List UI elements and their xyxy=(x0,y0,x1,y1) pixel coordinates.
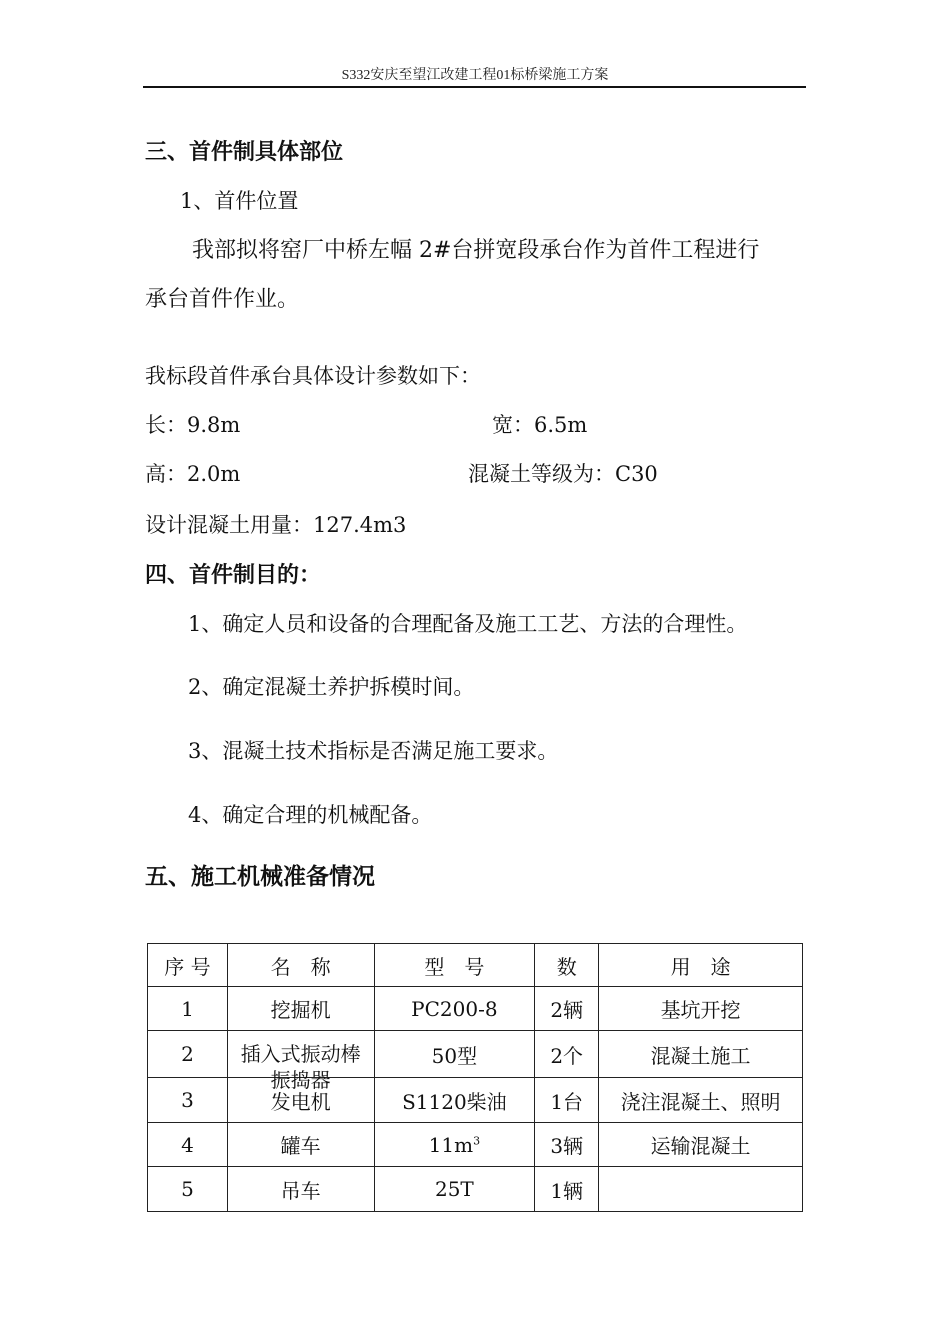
cell-name: 吊车 xyxy=(227,1167,374,1212)
purpose-item-1: 1、确定人员和设备的合理配备及施工工艺、方法的合理性。 xyxy=(188,612,748,636)
equipment-table xyxy=(147,943,803,1212)
table-row xyxy=(148,1031,803,1078)
table-header-row xyxy=(148,944,803,987)
model-superscript: 3 xyxy=(473,1133,481,1147)
cell-model xyxy=(374,1123,535,1167)
param-length: 长：9.8m xyxy=(145,413,241,437)
cell-name: 发电机 xyxy=(227,1078,374,1123)
cell-no: 5 xyxy=(148,1167,228,1212)
params-intro: 我标段首件承台具体设计参数如下： xyxy=(145,364,481,388)
subsection-first-piece-location: 1、首件位置 xyxy=(180,189,299,213)
running-header: S332安庆至望江改建工程01标桥梁施工方案 xyxy=(341,68,609,83)
cell-name: 挖掘机 xyxy=(227,987,374,1031)
cell-no: 3 xyxy=(148,1078,228,1123)
cell-use: 基坑开挖 xyxy=(599,987,803,1031)
cell-model: 25T xyxy=(374,1167,535,1212)
section-4-heading: 四、首件制目的： xyxy=(145,562,322,588)
model-value: 11m xyxy=(428,1132,474,1157)
header-cell-use: 用 途 xyxy=(599,944,803,987)
cell-no: 2 xyxy=(148,1031,228,1078)
table-row xyxy=(148,1078,803,1123)
cell-use: 浇注混凝土、照明 xyxy=(599,1078,803,1123)
header-cell-qty: 数 xyxy=(535,944,599,987)
param-height: 高：2.0m xyxy=(145,462,241,486)
paragraph-line-1: 我部拟将窑厂中桥左幅 2#台拼宽段承台作为首件工程进行 xyxy=(192,238,760,263)
table-row xyxy=(148,1167,803,1212)
cell-model: S1120柴油 xyxy=(374,1078,535,1123)
cell-model: 50型 xyxy=(374,1031,535,1078)
cell-qty: 1辆 xyxy=(535,1167,599,1212)
cell-use xyxy=(599,1167,803,1212)
header-cell-model: 型 号 xyxy=(374,944,535,987)
table-row xyxy=(148,987,803,1031)
header-cell-name: 名 称 xyxy=(227,944,374,987)
cell-use: 混凝土施工 xyxy=(599,1031,803,1078)
header-divider xyxy=(143,86,806,88)
section-3-heading: 三、首件制具体部位 xyxy=(145,139,344,165)
header-cell-no: 序 号 xyxy=(148,944,228,987)
cell-name-clipped xyxy=(227,1031,374,1092)
cell-name: 罐车 xyxy=(227,1123,374,1167)
param-concrete-grade: 混凝土等级为：C30 xyxy=(468,462,658,486)
purpose-item-4: 4、确定合理的机械配备。 xyxy=(188,803,433,827)
cell-qty: 2个 xyxy=(535,1031,599,1078)
purpose-item-2: 2、确定混凝土养护拆模时间。 xyxy=(188,675,475,699)
cell-use: 运输混凝土 xyxy=(599,1123,803,1167)
cell-no: 4 xyxy=(148,1123,228,1167)
cell-qty: 3辆 xyxy=(535,1123,599,1167)
cell-model: PC200-8 xyxy=(374,987,535,1031)
table-row xyxy=(148,1123,803,1167)
section-5-heading: 五、施工机械准备情况 xyxy=(145,863,375,890)
cell-name: 插入式振动棒振捣器 xyxy=(240,1042,361,1092)
cell-no: 1 xyxy=(148,987,228,1031)
purpose-item-3: 3、混凝土技术指标是否满足施工要求。 xyxy=(188,739,559,763)
paragraph-line-2: 承台首件作业。 xyxy=(145,287,300,312)
cell-qty: 1台 xyxy=(535,1078,599,1123)
param-concrete-volume: 设计混凝土用量：127.4m3 xyxy=(145,513,407,537)
cell-qty: 2辆 xyxy=(535,987,599,1031)
param-width: 宽：6.5m xyxy=(492,413,588,437)
